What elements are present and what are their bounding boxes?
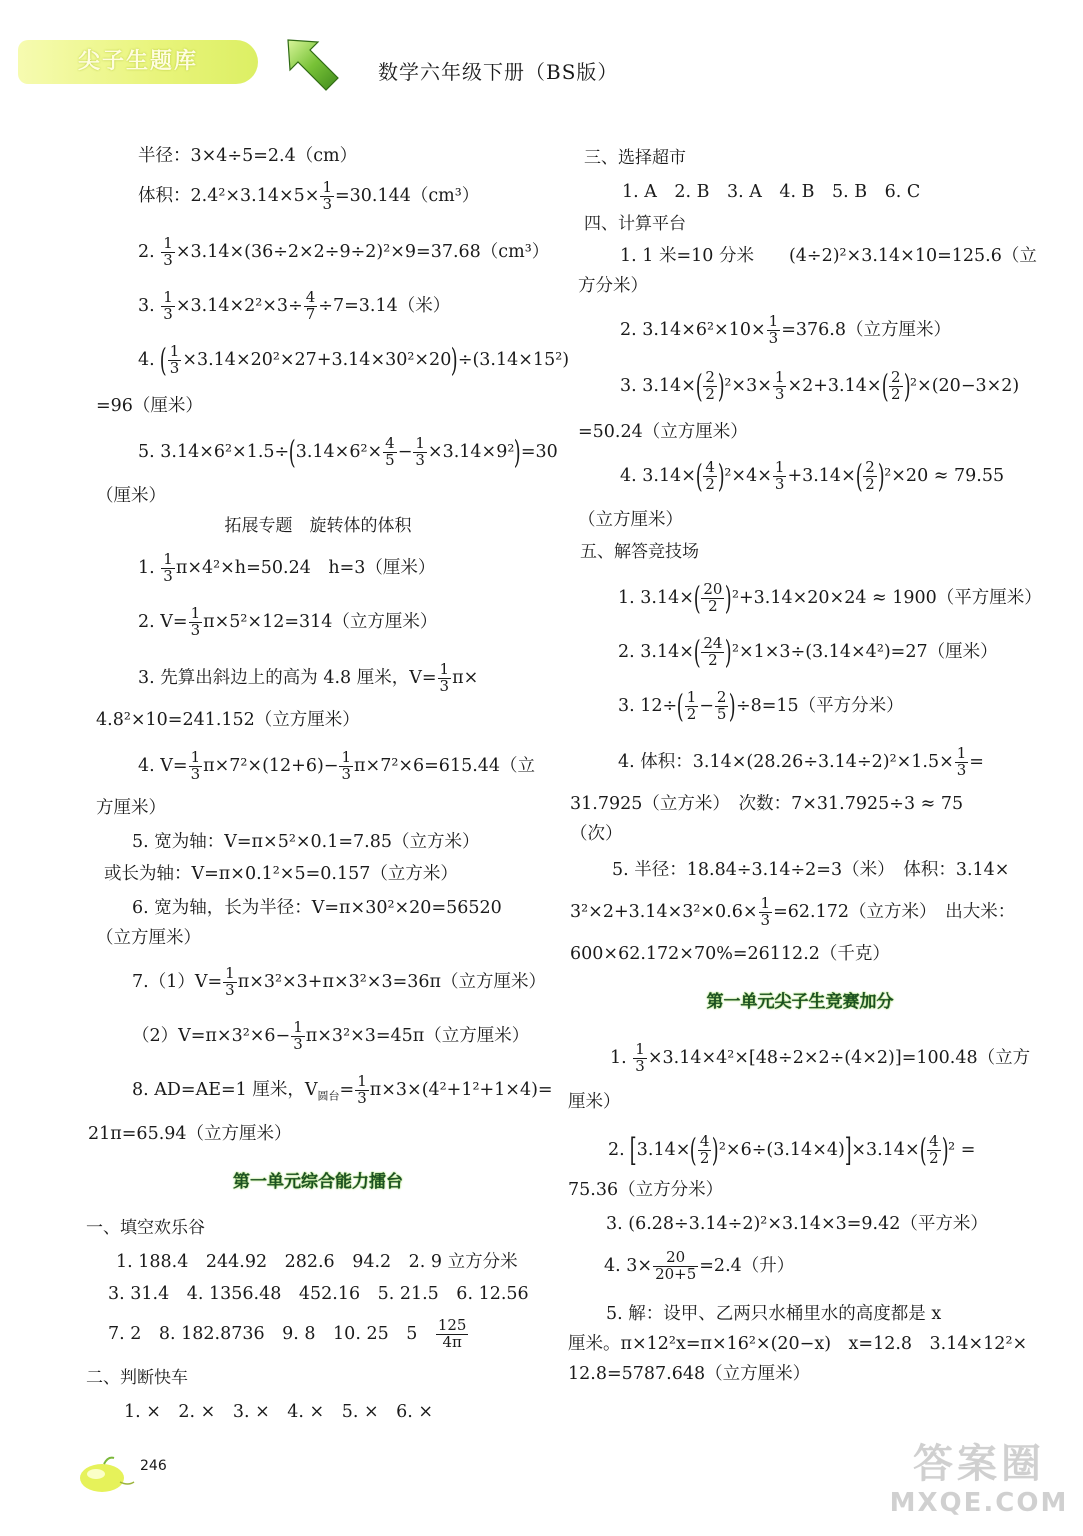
fraction: $\frac{20}{20+5}$ <box>655 1248 697 1283</box>
fraction: $\frac{2}{2}$ <box>865 458 875 493</box>
bracket: ( <box>693 579 701 618</box>
fraction: $\frac{20}{2}$ <box>703 580 723 615</box>
fraction: $\frac{1}{3}$ <box>293 1018 303 1053</box>
calc-answer-1: 1. 1 米=10 分米 (4÷2)²×3.14×10=125.6（立 <box>620 246 1037 266</box>
bonus-answer-1-cont: 厘米） <box>568 1092 621 1112</box>
topic-answer-4: 4. V= $\frac{1}{3}$ π×7²×(12+6)− $\frac{1}{3}$ π×7²×6=615.44（立 <box>138 748 536 783</box>
fill-blank-answers-3: 7. 2 8. 182.8736 9. 8 10. 25 5 $\frac{125}{4\pi}$ <box>108 1316 467 1351</box>
bracket: ) <box>451 341 459 380</box>
fraction: $\frac{4}{2}$ <box>929 1132 939 1167</box>
topic-answer-6: 6. 宽为轴，长为半径：V=π×30²×20=56520 <box>132 898 502 918</box>
fraction: $\frac{125}{4\pi}$ <box>437 1316 467 1351</box>
calc-answer-4-cont: （立方厘米） <box>578 510 683 530</box>
fraction: $\frac{1}{3}$ <box>163 550 173 585</box>
topic-answer-8-cont: 21π=65.94（立方厘米） <box>88 1124 292 1144</box>
word-answer-5-cont2: 600×62.172×70%=26112.2（千克） <box>570 944 890 964</box>
fraction: $\frac{1}{3}$ <box>357 1072 367 1107</box>
answer-4: 4. ( $\frac{1}{3}$ ×3.14×20²×27+3.14×30²×20)÷(3.14×15²) <box>138 341 570 380</box>
mascot-logo-icon <box>76 1452 136 1494</box>
fraction: $\frac{4}{7}$ <box>305 288 316 323</box>
bracket: ( <box>881 367 889 406</box>
word-answer-4: 4. 体积：3.14×(28.26÷3.14÷2)²×1.5× $\frac{1}{3}$ = <box>618 744 984 779</box>
fraction: $\frac{2}{5}$ <box>716 688 727 723</box>
fraction: $\frac{1}{3}$ <box>169 342 180 377</box>
answer-radius: 半径：3×4÷5=2.4（cm） <box>138 146 358 166</box>
topic-answer-8: 8. AD=AE=1 厘米，$V_{圆台}=$ $\frac{1}{3}$ π×3×(4²+1²+1×4)= <box>132 1072 553 1107</box>
topic-title: 拓展专题 旋转体的体积 <box>224 516 412 536</box>
fraction: $\frac{1}{3}$ <box>774 458 785 493</box>
fraction: $\frac{4}{2}$ <box>705 458 715 493</box>
section-true-false: 二、判断快车 <box>86 1368 188 1388</box>
fraction: $\frac{4}{5}$ <box>385 434 395 469</box>
true-false-answers: 1. × 2. × 3. × 4. × 5. × 6. × <box>124 1402 434 1422</box>
word-answer-3: 3. 12÷( $\frac{1}{2}$ − $\frac{2}{5}$ )÷8=15（平方分米） <box>618 687 904 726</box>
bracket: ) <box>941 1131 949 1170</box>
bracket: ] <box>844 1131 852 1170</box>
section-word-problems: 五、解答竞技场 <box>580 542 699 562</box>
series-banner-text: 尖子生题库 <box>77 49 198 74</box>
word-answer-5: 5. 半径：18.84÷3.14÷2=3（米） 体积：3.14× <box>612 860 1010 880</box>
fraction: $\frac{1}{3}$ <box>322 178 332 213</box>
fill-blank-answers-1: 1. 188.4 244.92 282.6 94.2 2. 9 立方分米 <box>116 1252 518 1272</box>
answer-volume: 体积：2.4²×3.14×5× $\frac{1}{3}$ =30.144（cm³） <box>138 178 480 213</box>
bonus-answer-2-cont: 75.36（立方分米） <box>568 1180 724 1200</box>
topic-answer-7-2: （2）V=π×3²×6− $\frac{1}{3}$ π×3²×3=45π（立方厘米） <box>132 1018 530 1053</box>
word-answer-2: 2. 3.14×( $\frac{24}{2}$ )²×1×3÷(3.14×4²)=27（厘米） <box>618 633 998 672</box>
calc-answer-2: 2. 3.14×6²×10× $\frac{1}{3}$ =376.8（立方厘米） <box>620 312 951 347</box>
fraction: $\frac{1}{3}$ <box>760 894 771 929</box>
calc-answer-1-cont: 方分米） <box>578 276 648 296</box>
bracket: [ <box>630 1131 637 1170</box>
bracket: ) <box>717 457 725 496</box>
fraction: $\frac{1}{3}$ <box>768 312 779 347</box>
section-fill-blank: 一、填空欢乐谷 <box>86 1218 205 1238</box>
bracket: ) <box>514 433 522 472</box>
section-calculation: 四、计算平台 <box>584 214 686 234</box>
fraction: $\frac{1}{2}$ <box>686 688 697 723</box>
topic-answer-4-cont: 方厘米） <box>96 798 166 818</box>
fill-blank-answers-2: 3. 31.4 4. 1356.48 452.16 5. 21.5 6. 12.56 <box>108 1284 529 1304</box>
fraction: $\frac{1}{3}$ <box>190 604 201 639</box>
word-answer-5-cont: 3²×2+3.14×3²×0.6× $\frac{1}{3}$ =62.172（立方米） 出大米： <box>570 894 1016 929</box>
answer-2: 2. $\frac{1}{3}$ ×3.14×(36÷2×2÷9÷2)²×9=37.68（cm³） <box>138 234 550 269</box>
bracket: ( <box>695 367 703 406</box>
topic-answer-6-cont: （立方厘米） <box>96 928 201 948</box>
bracket: ( <box>677 687 684 726</box>
bonus-answer-5-cont: 厘米。π×12²x=π×16²×(20−x) x=12.8 3.14×12²× <box>568 1334 1028 1354</box>
topic-answer-3: 3. 先算出斜边上的高为 4.8 厘米，V= $\frac{1}{3}$ π× <box>138 660 479 695</box>
answer-5: 5. 3.14×6²×1.5÷(3.14×6²× $\frac{4}{5}$ − $\frac{1}{3}$ ×3.14×9²)=30 <box>138 433 558 472</box>
topic-answer-5a: 5. 宽为轴：V=π×5²×0.1=7.85（立方米） <box>132 832 480 852</box>
fraction: $\frac{1}{3}$ <box>163 234 173 269</box>
answer-3: 3. $\frac{1}{3}$ ×3.14×2²×3÷ $\frac{4}{7}$ ÷7=3.14（米） <box>138 288 451 323</box>
topic-answer-3-cont: 4.8²×10=241.152（立方厘米） <box>96 710 360 730</box>
calc-answer-3: 3. 3.14×( $\frac{2}{2}$ )²×3× $\frac{1}{3}$ ×2+3.14×( $\frac{2}{2}$ )²×(20−3×2) <box>620 367 1020 406</box>
fraction: $\frac{2}{2}$ <box>705 368 715 403</box>
bonus-answer-1: 1. $\frac{1}{3}$ ×3.14×4²×[48÷2×2÷(4×2)]=100.48（立方 <box>610 1040 1031 1075</box>
fraction: $\frac{4}{2}$ <box>699 1132 710 1167</box>
multiple-choice-answers: 1. A 2. B 3. A 4. B 5. B 6. C <box>622 182 921 202</box>
bonus-title: 第一单元尖子生竞赛加分 <box>706 992 894 1012</box>
arrow-icon <box>284 36 342 92</box>
answer-4-cont: =96（厘米） <box>96 396 203 416</box>
fraction: $\frac{1}{3}$ <box>163 288 173 323</box>
bracket: ) <box>877 457 885 496</box>
fraction: $\frac{1}{3}$ <box>190 748 201 783</box>
bonus-answer-2: 2. [3.14×( $\frac{4}{2}$ )²×6÷(3.14×4)]×3.14×( $\frac{4}{2}$ )² = <box>608 1131 976 1170</box>
word-answer-1: 1. 3.14×( $\frac{20}{2}$ )²+3.14×20×24 ≈ 1900（平方厘米） <box>618 579 1042 618</box>
topic-answer-7-1: 7.（1）V= $\frac{1}{3}$ π×3²×3+π×3²×3=36π（立方厘米） <box>132 964 547 999</box>
bracket: ) <box>903 367 911 406</box>
bracket: ( <box>919 1131 927 1170</box>
bracket: ) <box>712 1131 720 1170</box>
topic-answer-1: 1. $\frac{1}{3}$ π×4²×h=50.24 h=3（厘米） <box>138 550 436 585</box>
bracket: ) <box>729 687 737 726</box>
bonus-answer-4: 4. 3× $\frac{20}{20+5}$ =2.4（升） <box>604 1248 795 1283</box>
bracket: ( <box>160 341 167 380</box>
bracket: ( <box>695 457 703 496</box>
fraction: $\frac{1}{3}$ <box>635 1040 645 1075</box>
calc-answer-4: 4. 3.14×( $\frac{4}{2}$ )²×4× $\frac{1}{3}$ +3.14×( $\frac{2}{2}$ )²×20 ≈ 79.55 <box>620 457 1005 496</box>
answer-5-cont: （厘米） <box>96 486 166 506</box>
watermark: 答案圈 MXQE.COM <box>889 1441 1069 1518</box>
bracket: ) <box>725 579 733 618</box>
bracket: ( <box>855 457 863 496</box>
book-title: 数学六年级下册（BS版） <box>378 60 619 84</box>
page-number: 246 <box>140 1458 167 1474</box>
fraction: $\frac{1}{3}$ <box>956 744 967 779</box>
fraction: $\frac{1}{3}$ <box>774 368 785 403</box>
bonus-answer-5: 5. 解：设甲、乙两只水桶里水的高度都是 x <box>606 1304 942 1324</box>
section-multiple-choice: 三、选择超市 <box>584 148 686 168</box>
fraction: $\frac{1}{3}$ <box>439 660 450 695</box>
series-banner <box>18 40 258 84</box>
word-answer-4-cont2: （次） <box>570 824 623 844</box>
bracket: ( <box>289 433 296 472</box>
bracket: ( <box>690 1131 698 1170</box>
fraction: $\frac{2}{2}$ <box>891 368 901 403</box>
bracket: ( <box>693 633 701 672</box>
fraction: $\frac{1}{3}$ <box>341 748 352 783</box>
bracket: ) <box>725 633 733 672</box>
bracket: ) <box>717 367 725 406</box>
fraction: $\frac{1}{3}$ <box>225 964 235 999</box>
bonus-answer-3: 3. (6.28÷3.14÷2)²×3.14×3=9.42（平方米） <box>606 1214 988 1234</box>
topic-answer-2: 2. V= $\frac{1}{3}$ π×5²×12=314（立方厘米） <box>138 604 438 639</box>
calc-answer-3-cont: =50.24（立方厘米） <box>578 422 748 442</box>
unit-review-title: 第一单元综合能力擂台 <box>233 1172 403 1192</box>
topic-answer-5b: 或长为轴：V=π×0.1²×5=0.157（立方米） <box>104 864 458 884</box>
fraction: $\frac{24}{2}$ <box>703 634 723 669</box>
fraction: $\frac{1}{3}$ <box>415 434 425 469</box>
word-answer-4-cont: 31.7925（立方米） 次数：7×31.7925÷3 ≈ 75 <box>570 794 964 814</box>
bonus-answer-5-cont2: 12.8=5787.648（立方厘米） <box>568 1364 811 1384</box>
